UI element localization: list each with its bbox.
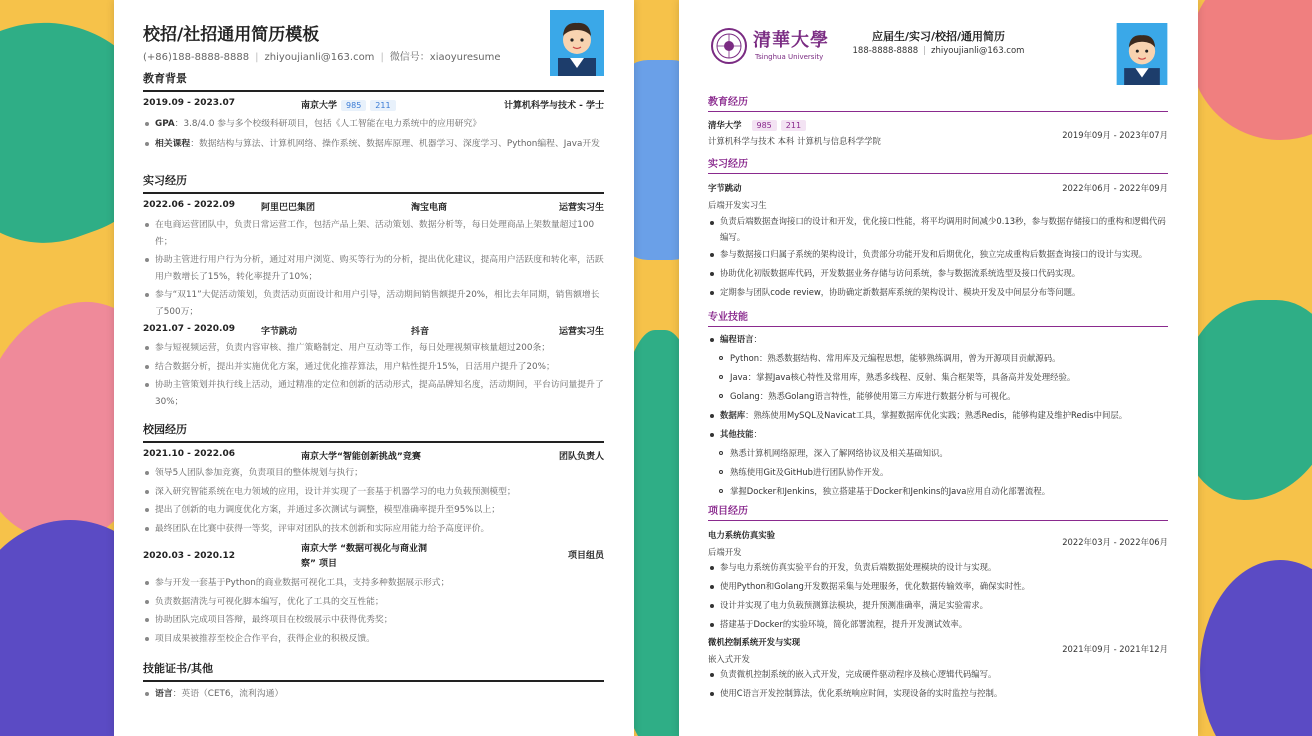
education-desc: 计算机科学与技术 本科 计算机与信息科学学院	[708, 136, 881, 146]
project-entry	[708, 636, 1168, 703]
avatar-photo	[1116, 23, 1168, 85]
list-item: 使用C语言开发控制算法，优化系统响应时间，实现设备的实时监控与控制。	[708, 684, 1168, 703]
project-role: 嵌入式开发	[708, 654, 750, 664]
education-row	[143, 98, 604, 111]
date: 2022年03月 - 2022年06月	[1062, 537, 1168, 547]
list-item: 参与开发一套基于Python的商业数据可视化工具，支持多种数据展示形式；	[143, 575, 604, 592]
section-title: 实习经历	[708, 159, 748, 170]
list-item: 参与电力系统仿真实验平台的开发，负责后端数据处理模块的设计与实现。	[708, 558, 1168, 577]
list-item: 项目成果被推荐至校企合作平台，获得企业的积极反馈。	[143, 631, 604, 648]
section-title: 教育经历	[708, 97, 748, 108]
project-entry	[708, 529, 1168, 634]
date: 2019.09 - 2023.07	[143, 98, 235, 108]
company: 字节跳动	[708, 183, 742, 193]
phone: (+86)188-8888-8888	[143, 52, 250, 63]
section-divider	[708, 111, 1168, 112]
wechat: 微信号：xiaoyuresume	[389, 52, 501, 63]
tag-211: 211	[781, 120, 806, 131]
section-title: 专业技能	[708, 312, 748, 323]
list-item: 在电商运营团队中，负责日常运营工作，包括产品上架、活动策划、数据分析等，每日处理商品上架数量超过100件；	[143, 217, 604, 250]
list-item: Python：熟悉数据结构、常用库及元编程思想，能够熟练调用，曾为开源项目贡献源码。	[708, 349, 1168, 368]
phone: 188-8888-8888	[852, 46, 919, 56]
list-item: 参与数据接口归属子系统的架构设计，负责部分功能开发和后期优化，独立完成重构后数据查询接口的设计与实现。	[708, 245, 1168, 264]
avatar-photo	[550, 10, 604, 76]
gpa-item: GPA：3.8/4.0 参与多个校级科研项目，包括《人工智能在电力系统中的应用研究》	[143, 116, 604, 133]
date: 2022年06月 - 2022年09月	[1062, 183, 1168, 193]
list-item: 负责数据清洗与可视化脚本编写，优化了工具的交互性能；	[143, 594, 604, 611]
tag-211: 211	[370, 100, 395, 111]
bg-blob-purple-right	[1200, 560, 1312, 736]
other-skills: 其他技能：	[708, 425, 1168, 444]
language-item: 语言：英语（CET6，流利沟通）	[143, 686, 604, 703]
campus-row: 2020.03 - 2020.12 南京大学 “数据可视化与商业洞察” 项目 项目组员	[143, 544, 604, 569]
section-divider	[143, 192, 604, 194]
major: 计算机科学与技术 - 学士	[503, 101, 604, 111]
section-title: 教育背景	[143, 72, 187, 85]
school: 南京大学 985 211	[301, 98, 461, 111]
school: 清华大学 985 211	[708, 119, 1168, 131]
list-item: 领导5人团队参加竞赛，负责项目的整体规划与执行；	[143, 465, 604, 482]
section-title: 项目经历	[708, 506, 748, 517]
programming-languages: 编程语言：	[708, 330, 1168, 349]
list-item: 熟练使用Git及GitHub进行团队协作开发。	[708, 463, 1168, 482]
section-divider	[143, 680, 604, 682]
list-item: 参与“双11”大促活动策划，负责活动页面设计和用户引导，活动期间销售额提升20%，相比去年同期，销售额增长了500万；	[143, 287, 604, 320]
list-item: 负责微机控制系统的嵌入式开发，完成硬件驱动程序及核心逻辑代码编写。	[708, 665, 1168, 684]
bg-blob-coral	[1190, 0, 1312, 140]
section-title: 校园经历	[143, 423, 187, 436]
section-skills	[708, 308, 1168, 501]
section-education	[143, 70, 604, 152]
list-item: 搭建基于Docker的实验环境，简化部署流程，提升开发测试效率。	[708, 615, 1168, 634]
project-name: 电力系统仿真实验	[708, 530, 775, 540]
contact-line: 188-8888-8888 | zhiyoujianli@163.com	[852, 46, 1025, 56]
list-item: 结合数据分析，提出并实施优化方案，通过优化推荐算法，用户粘性提升15%，日活用户提升了20%；	[143, 359, 604, 376]
internship-row: 2021.07 - 2020.09 字节跳动 抖音 运营实习生	[143, 324, 604, 337]
section-projects	[708, 502, 1168, 703]
bg-leaf-green-right	[1180, 300, 1312, 500]
list-item: Java：掌握Java核心特性及常用库，熟悉多线程、反射、集合框架等，具备高并发处理经验。	[708, 368, 1168, 387]
internship-row: 2022.06 - 2022.09 阿里巴巴集团 淘宝电商 运营实习生	[143, 200, 604, 213]
list-item: 参与短视频运营，负责内容审核、推广策略制定、用户互动等工作，每日处理视频审核量超过200条；	[143, 340, 604, 357]
section-divider	[143, 90, 604, 92]
list-item: 协助主管策划并执行线上活动，通过精准的定位和创新的活动形式，提高品牌知名度，活动期间，平台访问量提升了30%；	[143, 377, 604, 410]
resume-title: 应届生/实习/校招/通用简历	[871, 30, 1006, 43]
list-item: 深入研究智能系统在电力领域的应用，设计并实现了一套基于机器学习的电力负载预测模型；	[143, 484, 604, 501]
logo-chinese: 清華大學	[753, 30, 829, 51]
section-education	[708, 93, 1168, 149]
list-item: 掌握Docker和Jenkins，独立搭建基于Docker和Jenkins的Java应用自动化部署流程。	[708, 482, 1168, 501]
section-internship	[143, 172, 604, 410]
campus-row: 2021.10 - 2022.06 南京大学“智能创新挑战”竞赛 团队负责人	[143, 449, 604, 462]
section-divider	[708, 173, 1168, 174]
tag-985: 985	[341, 100, 366, 111]
resume-page-left	[114, 0, 634, 736]
list-item: 设计并实现了电力负载预测算法模块，提升预测准确率，满足实验需求。	[708, 596, 1168, 615]
list-item: 使用Python和Golang开发数据采集与处理服务，优化数据传输效率，确保实时性。	[708, 577, 1168, 596]
role: 后端开发实习生	[708, 200, 767, 210]
section-divider	[708, 520, 1168, 521]
list-item: 负责后端数据查询接口的设计和开发，优化接口性能，将平均调用时间减少0.13秒，参与数据存储接口的重构和逻辑代码编写。	[708, 213, 1168, 245]
section-title: 技能证书/其他	[143, 662, 214, 675]
project-name: 微机控制系统开发与实现	[708, 637, 801, 647]
section-skills	[143, 660, 604, 703]
course-item: 相关课程：数据结构与算法、计算机网络、操作系统、数据库原理、机器学习、深度学习、Python编程、Java开发	[143, 136, 604, 153]
tag-985: 985	[752, 120, 777, 131]
list-item: 最终团队在比赛中获得一等奖，评审对团队的技术创新和实际应用能力给予高度评价。	[143, 521, 604, 538]
education-entry	[708, 119, 1168, 149]
section-divider	[708, 326, 1168, 327]
list-item: 协助团队完成项目答辩，最终项目在校级展示中获得优秀奖；	[143, 612, 604, 629]
project-role: 后端开发	[708, 547, 742, 557]
resume-page-right	[679, 0, 1198, 736]
list-item: 提出了创新的电力调度优化方案，并通过多次测试与调整，模型准确率提升至95%以上；	[143, 502, 604, 519]
contact-line: (+86)188-8888-8888 | zhiyoujianli@163.com | 微信号：xiaoyuresume	[143, 52, 501, 63]
list-item: 熟悉计算机网络原理，深入了解网络协议及相关基础知识。	[708, 444, 1168, 463]
email: zhiyoujianli@163.com	[931, 46, 1025, 56]
section-internship	[708, 155, 1168, 302]
list-item: 协助主管进行用户行为分析，通过对用户浏览、购买等行为的分析，提出优化建议，提高用户活跃度和转化率，活跃用户数增长了15%，转化率提升了10%；	[143, 252, 604, 285]
section-title: 实习经历	[143, 174, 187, 187]
database-skill: 数据库：熟练使用MySQL及Navicat工具，掌握数据库优化实践；熟悉Redis，能够构建及维护Redis中间层。	[708, 406, 1168, 425]
date: 2021年09月 - 2021年12月	[1062, 644, 1168, 654]
list-item: Golang：熟悉Golang语言特性，能够使用第三方库进行数据分析与可视化。	[708, 387, 1168, 406]
section-campus	[143, 421, 604, 647]
list-item: 协助优化初版数据库代码，开发数据业务存储与访问系统，参与数据流系统选型及接口代码实现。	[708, 264, 1168, 283]
logo-english: Tsinghua University	[755, 53, 824, 61]
email: zhiyoujianli@163.com	[264, 52, 375, 63]
date: 2019年09月 - 2023年07月	[1062, 130, 1168, 140]
internship-entry	[708, 182, 1168, 302]
list-item: 定期参与团队code review，协助确定新数据库系统的架构设计、模块开发及中间层分布等问题。	[708, 283, 1168, 302]
resume-title: 校招/社招通用简历模板	[143, 25, 320, 45]
section-divider	[143, 441, 604, 443]
